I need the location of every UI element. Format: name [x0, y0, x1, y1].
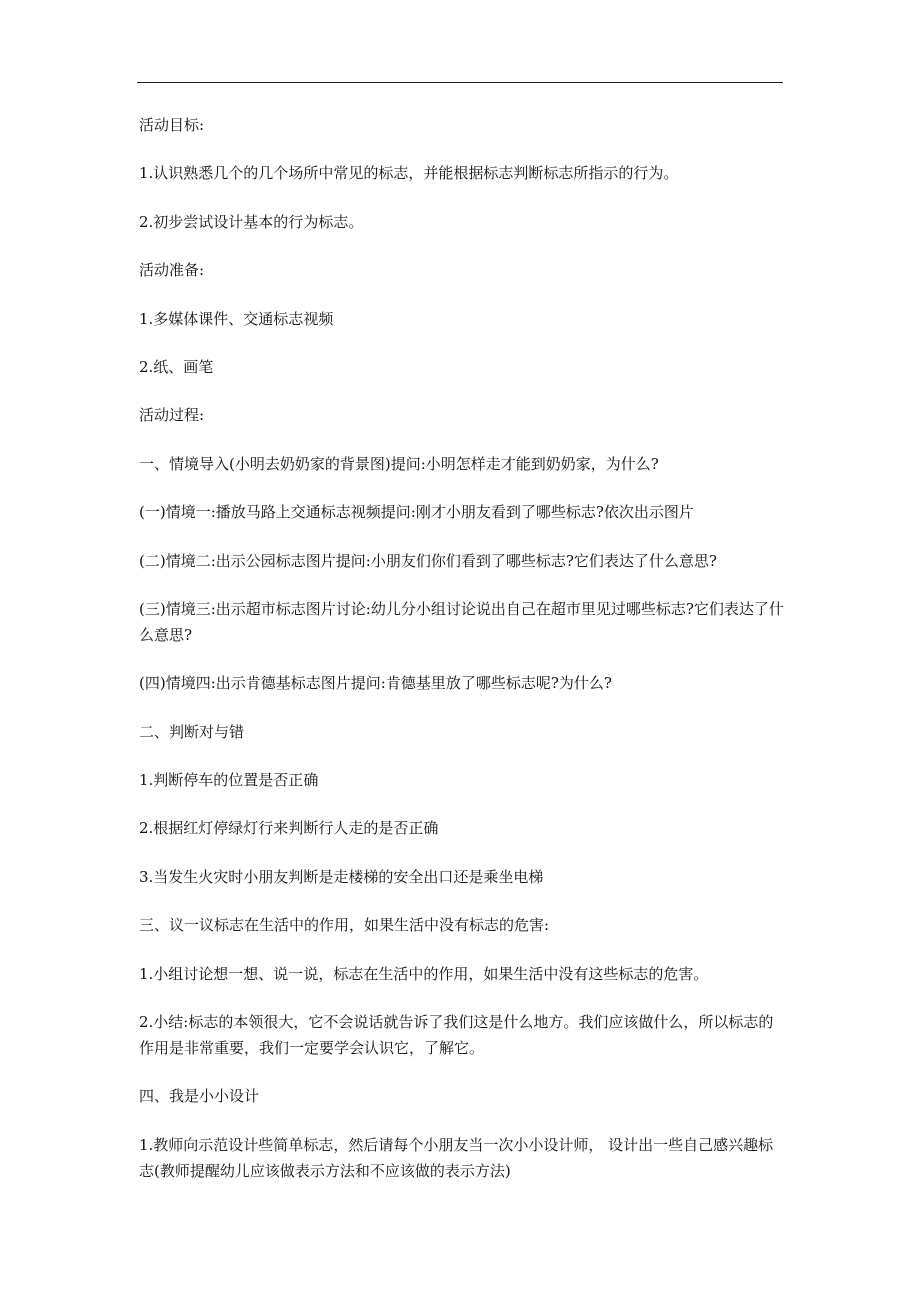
scenario-item: (四)情境四:出示肯德基标志图片提问:肯德基里放了哪些标志呢?为什么?	[139, 674, 612, 693]
document-body	[139, 112, 784, 1206]
discussion-item: 1.小组讨论想一想、说一说，标志在生活中的作用，如果生活中没有这些标志的危害。	[139, 964, 709, 983]
judgement-item: 2.根据红灯停绿灯行来判断行人走的是否正确	[139, 819, 439, 838]
design-item: 1.教师向示范设计些简单标志，然后请每个小朋友当一次小小设计师， 设计出一些自己感兴趣标志(教师提醒幼儿应该做表示方法和不应该做的表示方法)	[139, 1135, 774, 1180]
judgement-item: 1.判断停车的位置是否正确	[139, 771, 319, 790]
scenario-item: (一)情境一:播放马路上交通标志视频提问:刚才小朋友看到了哪些标志?依次出示图片	[139, 503, 694, 522]
scenario-item: (三)情境三:出示超市标志图片讨论:幼儿分小组讨论说出自己在超市里见过哪些标志?它们表达了什么意思?	[139, 599, 784, 644]
section-heading-preparation: 活动准备:	[139, 261, 205, 280]
header-divider	[137, 82, 783, 83]
scenario-item: (二)情境二:出示公园标志图片提问:小朋友们你们看到了哪些标志?它们表达了什么意思?	[139, 551, 717, 570]
preparation-item: 2.纸、画笔	[139, 357, 214, 376]
process-step-heading: 二、判断对与错	[139, 722, 245, 741]
discussion-item: 2.小结:标志的本领很大，它不会说话就告诉了我们这是什么地方。我们应该做什么，所以标志的作用是非常重要，我们一定要学会认识它，了解它。	[139, 1013, 774, 1058]
process-step-heading: 三、议一议标志在生活中的作用，如果生活中没有标志的危害:	[139, 916, 550, 935]
section-heading-process: 活动过程:	[139, 406, 205, 425]
preparation-item: 1.多媒体课件、交通标志视频	[139, 309, 334, 328]
objective-item: 2.初步尝试设计基本的行为标志。	[139, 212, 364, 231]
process-step-heading: 四、我是小小设计	[139, 1087, 260, 1106]
judgement-item: 3.当发生火灾时小朋友判断是走楼梯的安全出口还是乘坐电梯	[139, 867, 544, 886]
section-heading-objectives: 活动目标:	[139, 116, 205, 134]
objective-item: 1.认识熟悉几个的几个场所中常见的标志，并能根据标志判断标志所指示的行为。	[139, 164, 679, 183]
process-step-heading: 一、情境导入(小明去奶奶家的背景图)提问:小明怎样走才能到奶奶家，为什么?	[139, 454, 659, 473]
